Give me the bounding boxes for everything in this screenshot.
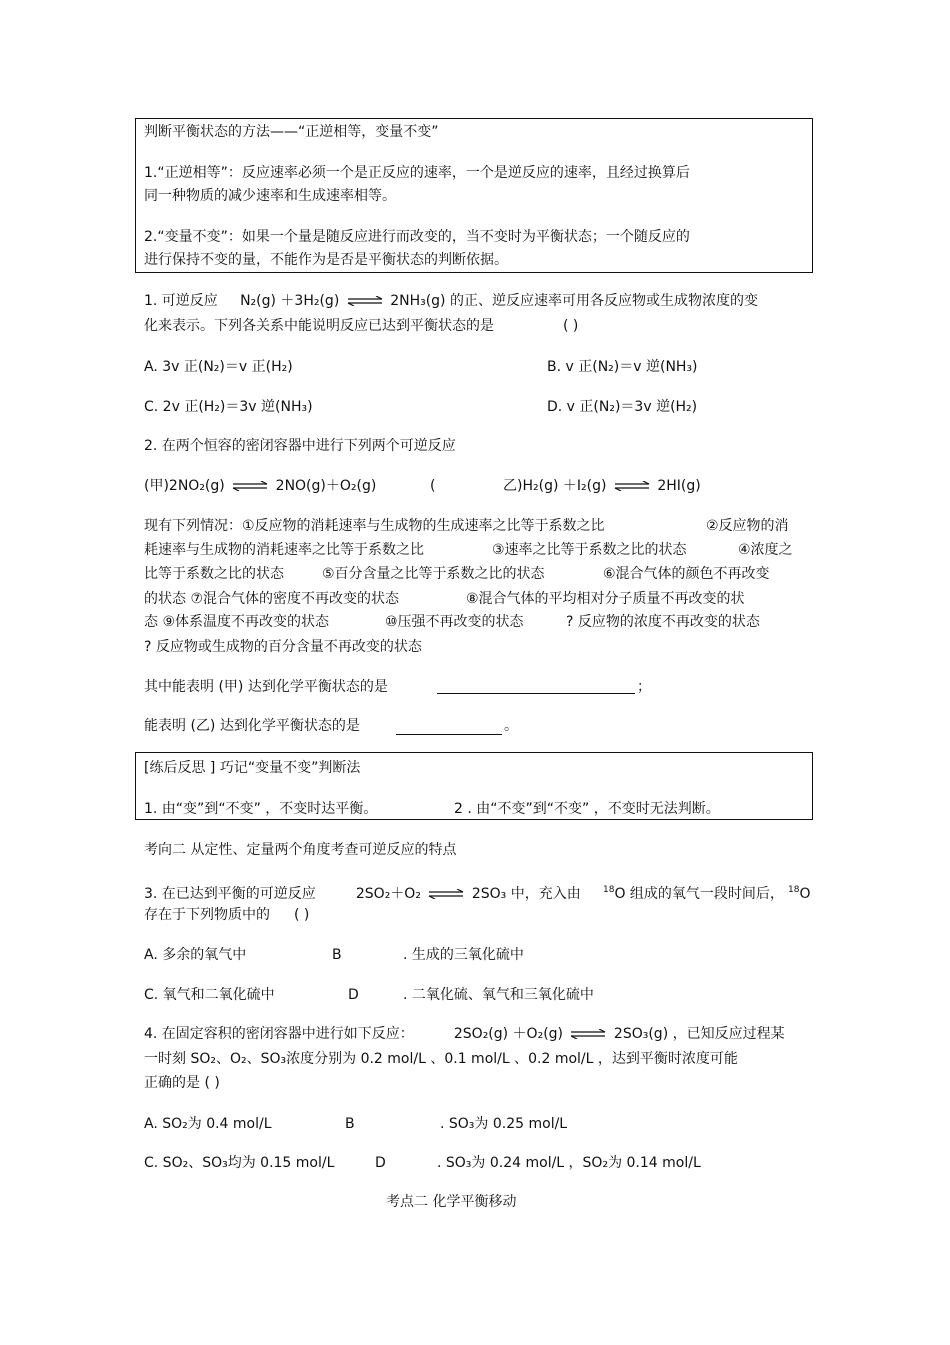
q4-option-b-text: . SO₃为 0.25 mol/L [440, 1116, 568, 1132]
q3-o18-mass-a: 18 [603, 885, 615, 895]
q4-line1 [144, 1025, 785, 1043]
q3-option-c: C. 氧气和二氧化硫中 [144, 987, 275, 1003]
q2-intro: 2. 在两个恒容的密闭容器中进行下列两个可逆反应 [144, 438, 456, 454]
q2-situations-5c: ? 反应物的浓度不再改变的状态 [566, 614, 760, 630]
q1-reactants: N₂(g) ＋3H₂(g) [240, 293, 340, 309]
q4-rhs: 2SO₃(g) [613, 1026, 669, 1042]
q4-pre: 4. 在固定容积的密闭容器中进行如下反应： [144, 1026, 414, 1042]
reflection-point2: 2 . 由“不变”到“不变” ，不变时无法判断。 [454, 801, 720, 817]
q3-option-d-text: . 二氧化硫、氧气和三氧化硫中 [403, 987, 594, 1003]
q2-situations-3: 比等于系数之比的状态 [144, 566, 284, 582]
method-title: 判断平衡状态的方法——“正逆相等，变量不变” [144, 124, 439, 140]
method-point1-line2: 同一种物质的减少速率和生成速率相等。 [144, 188, 396, 204]
q2-situations-5b: ⑩压强不再改变的状态 [385, 614, 524, 630]
q3-o18-b-wrap [788, 881, 810, 903]
q2-ask-yi: 能表明 (乙) 达到化学平衡状态的是 [144, 718, 360, 734]
q3-post: 中，充入由 [510, 886, 581, 902]
q2-yi-right: 2HI(g) [657, 478, 701, 494]
q1-option-c: C. 2v 正(H₂)＝3v 逆(NH₃) [144, 399, 313, 415]
q2-situations-3c: ⑥混合气体的颜色不再改变 [603, 566, 770, 582]
q3-option-b-text: . 生成的三氧化硫中 [403, 947, 524, 963]
q3-rhs: 2SO₃ [471, 886, 507, 902]
q4-option-d-text: . SO₃为 0.24 mol/L ，SO₂为 0.14 mol/L [437, 1155, 701, 1171]
method-point1-line1: 1.“正逆相等”：反应速率必须一个是正反应的速率，一个是逆反应的速率，且经过换算后 [144, 165, 690, 181]
q2-situations-2b: ③速率之比等于系数之比的状态 [492, 542, 687, 558]
method-point2-line1: 2.“变量不变”：如果一个量是随反应进行而改变的，当不变时为平衡状态；一个随反应的 [144, 229, 690, 245]
q2-answer-blank-yi[interactable] [396, 734, 502, 735]
q3-option-d-letter: D [348, 987, 359, 1003]
q4-line3: 正确的是 ( ) [144, 1075, 220, 1091]
q3-lhs: 2SO₂＋O₂ [355, 886, 421, 902]
q3-answer-paren: ( ) [294, 907, 310, 923]
q1-option-d: D. v 正(N₂)＝3v 逆(H₂) [547, 399, 698, 415]
q1-post: 的正、逆反应速率可用各反应物或生成物浓度的变 [449, 293, 758, 309]
q3-line1 [144, 881, 784, 903]
equilibrium-arrows-icon [231, 481, 269, 491]
q3-o18-b: O [799, 886, 811, 902]
equilibrium-arrows-icon [427, 889, 465, 899]
section-heading-kaodian2: 考点二 化学平衡移动 [386, 1194, 517, 1210]
q2-situations-2c: ④浓度之 [738, 542, 793, 558]
q4-option-a: A. SO₂为 0.4 mol/L [144, 1116, 272, 1132]
q2-situations-1b: ②反应物的消 [706, 518, 789, 534]
equilibrium-arrows-icon [569, 1029, 607, 1039]
q3-line2: 存在于下列物质中的 [144, 907, 270, 923]
q3-option-a: A. 多余的氧气中 [144, 947, 247, 963]
equilibrium-arrows-icon [613, 481, 651, 491]
q3-option-b-letter: B [332, 947, 342, 963]
q3-pre: 3. 在已达到平衡的可逆反应 [144, 886, 316, 902]
q2-situations-4b: ⑧混合气体的平均相对分子质量不再改变的状 [466, 591, 745, 607]
q1-line2: 化来表示。下列各关系中能说明反应已达到平衡状态的是 [144, 318, 494, 334]
q3-o18-mass-b: 18 [788, 885, 800, 895]
q2-reaction-yi [503, 477, 701, 495]
q2-situations-1: 现有下列情况：①反应物的消耗速率与生成物的生成速率之比等于系数之比 [144, 518, 605, 534]
method-point2-line2: 进行保持不变的量，不能作为是否是平衡状态的判断依据。 [144, 252, 508, 268]
q2-reaction-jia [144, 477, 376, 495]
q2-situations-3b: ⑤百分含量之比等于系数之比的状态 [322, 566, 545, 582]
section-heading-kaoxiang2: 考向二 从定性、定量两个角度考查可逆反应的特点 [144, 842, 457, 858]
equilibrium-arrows-icon [346, 296, 384, 306]
q2-jia-left: (甲)2NO₂(g) [144, 478, 225, 494]
q1-answer-paren: ( ) [563, 318, 579, 334]
q1-pre: 1. 可逆反应 [144, 293, 218, 309]
q4-lhs: 2SO₂(g) ＋O₂(g) [453, 1026, 564, 1042]
q2-situations-4: 的状态 ⑦混合气体的密度不再改变的状态 [144, 591, 399, 607]
reflection-point1: 1. 由“变”到“不变” ，不变时达平衡。 [144, 801, 378, 817]
q2-answer-blank-jia[interactable] [437, 693, 635, 694]
q1-option-a: A. 3v 正(N₂)＝v 正(H₂) [144, 359, 293, 375]
q4-option-c: C. SO₂、SO₃均为 0.15 mol/L [144, 1155, 335, 1171]
q1-option-b: B. v 正(N₂)＝v 逆(NH₃) [547, 359, 698, 375]
q4-post: ，已知反应过程某 [672, 1026, 785, 1042]
q2-yi-left: 乙)H₂(g) ＋I₂(g) [503, 478, 607, 494]
q3-o18-a: O 组成的氧气一段时间后， [614, 886, 784, 902]
q4-option-b-letter: B [345, 1116, 355, 1132]
q2-jia-right: 2NO(g)＋O₂(g) [275, 478, 377, 494]
q2-situations-2: 耗速率与生成物的消耗速率之比等于系数之比 [144, 542, 424, 558]
q2-situations-6: ? 反应物或生成物的百分含量不再改变的状态 [144, 639, 422, 655]
q2-yi-paren: ( [430, 478, 436, 494]
q2-situations-5: 态 ⑨体系温度不再改变的状态 [144, 614, 330, 630]
q2-ask-jia-end: ； [637, 679, 651, 695]
reflection-title: [练后反思 ] 巧记“变量不变”判断法 [144, 760, 361, 776]
q2-ask-yi-end: 。 [504, 718, 518, 734]
q1-line1 [144, 292, 758, 310]
q4-line2: 一时刻 SO₂、O₂、SO₃浓度分别为 0.2 mol/L 、0.1 mol/L 、0.2 mol/L ，达到平衡时浓度可能 [144, 1051, 738, 1067]
q2-ask-jia: 其中能表明 (甲) 达到化学平衡状态的是 [144, 679, 388, 695]
q4-option-d-letter: D [375, 1155, 386, 1171]
q1-product: 2NH₃(g) [390, 293, 446, 309]
